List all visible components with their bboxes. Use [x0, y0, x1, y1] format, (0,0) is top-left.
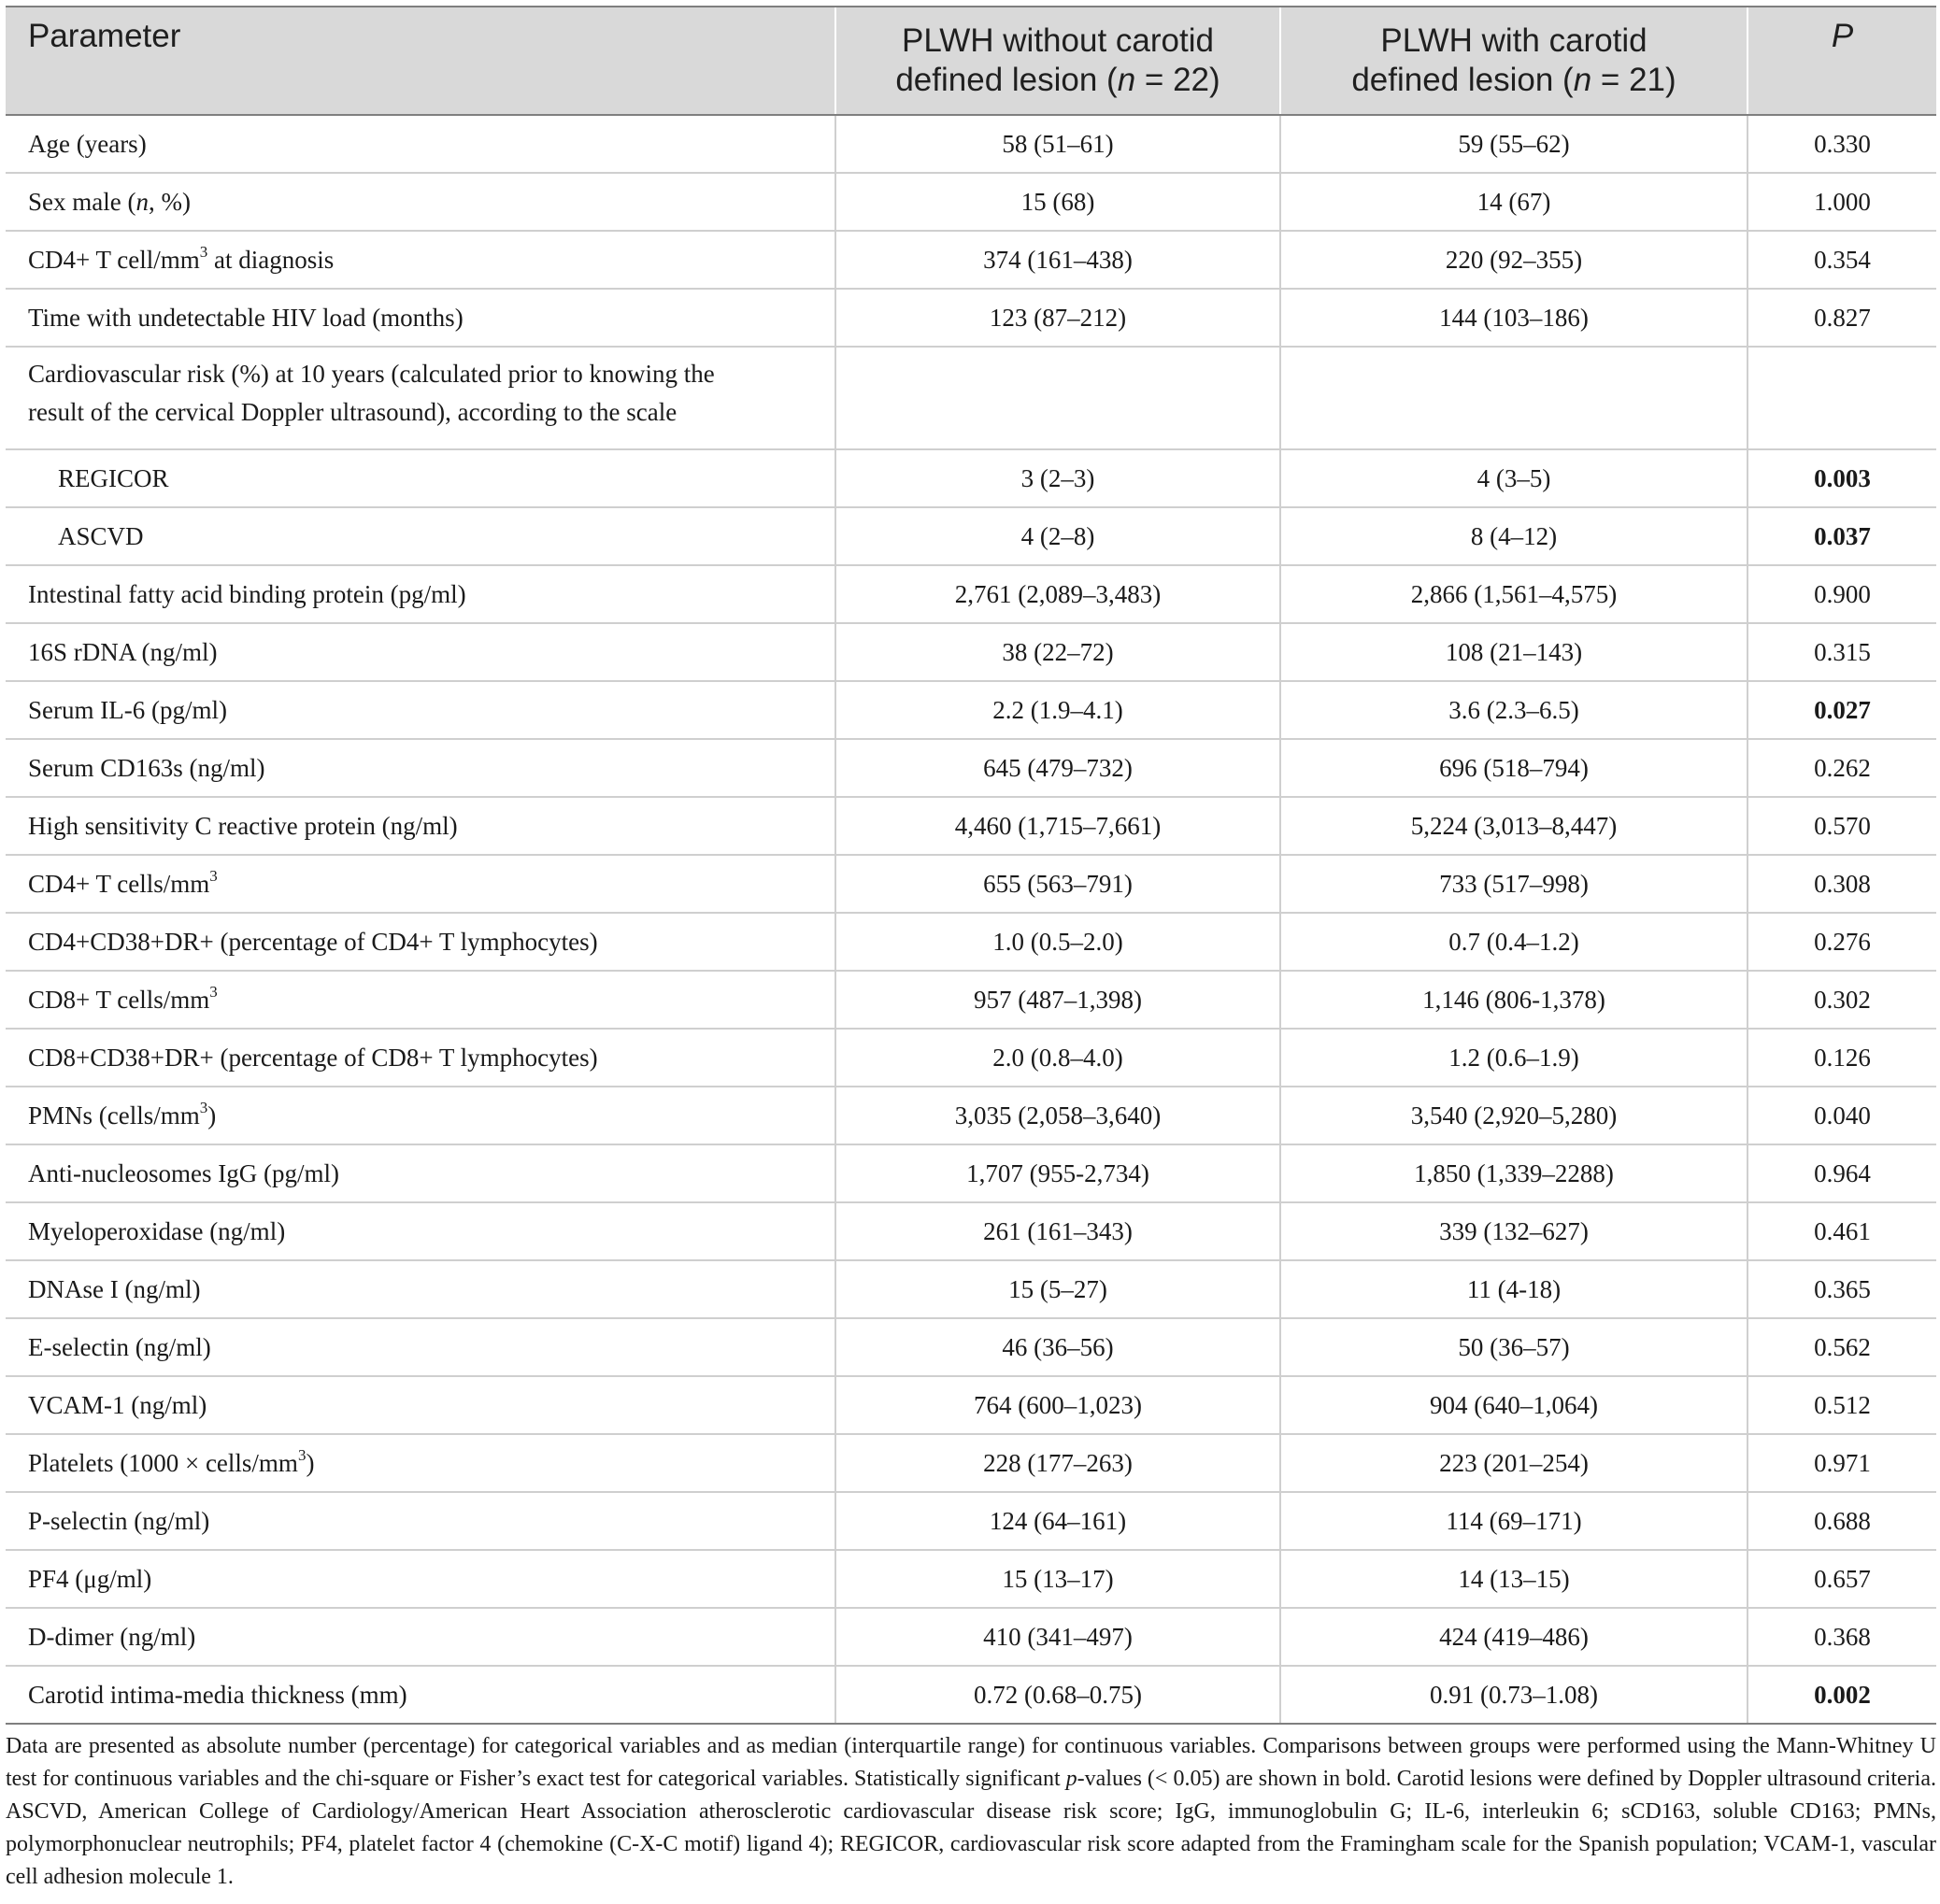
param-superscript: 3 [199, 1098, 208, 1116]
row-parameter: Serum CD163s (ng/ml) [6, 739, 835, 797]
table-row [6, 1608, 1936, 1666]
row-with-value: 424 (419–486) [1280, 1608, 1747, 1666]
row-without-value: 655 (563–791) [835, 855, 1280, 913]
header-with-lesion [1280, 7, 1747, 115]
table-row [6, 855, 1936, 913]
row-parameter: ASCVD [6, 507, 835, 565]
row-parameter [6, 855, 835, 913]
param-text-post: ) [306, 1448, 315, 1477]
row-parameter: E-selectin (ng/ml) [6, 1318, 835, 1376]
param-text: CD4+ T cells/mm [28, 869, 210, 898]
row-p-value [1747, 347, 1936, 449]
row-with-value: 59 (55–62) [1280, 115, 1747, 173]
table-row [6, 565, 1936, 623]
row-p-value: 0.827 [1747, 289, 1936, 347]
row-without-value: 2.2 (1.9–4.1) [835, 681, 1280, 739]
row-parameter: CD8+CD38+DR+ (percentage of CD8+ T lymphocytes) [6, 1029, 835, 1087]
table-row [6, 739, 1936, 797]
row-parameter: Time with undetectable HIV load (months) [6, 289, 835, 347]
row-with-value: 0.91 (0.73–1.08) [1280, 1666, 1747, 1724]
row-p-value: 0.330 [1747, 115, 1936, 173]
row-p-value: 0.512 [1747, 1376, 1936, 1434]
row-p-value: 0.964 [1747, 1144, 1936, 1202]
header-without-line2-pre: defined lesion ( [895, 62, 1118, 98]
header-with-line1: PLWH with carotid [1380, 22, 1648, 59]
row-p-value: 0.461 [1747, 1202, 1936, 1260]
table-row [6, 1087, 1936, 1144]
row-p-value: 0.657 [1747, 1550, 1936, 1608]
row-parameter: High sensitivity C reactive protein (ng/ml) [6, 797, 835, 855]
row-parameter: 16S rDNA (ng/ml) [6, 623, 835, 681]
table-row [6, 623, 1936, 681]
row-parameter: Intestinal fatty acid binding protein (pg/ml) [6, 565, 835, 623]
param-line2: result of the cervical Doppler ultrasound), according to the scale [28, 398, 678, 426]
header-without-lesion [835, 7, 1280, 115]
row-p-value: 0.354 [1747, 231, 1936, 289]
row-with-value: 114 (69–171) [1280, 1492, 1747, 1550]
row-without-value: 764 (600–1,023) [835, 1376, 1280, 1434]
param-text: PMNs (cells/mm [28, 1101, 200, 1130]
row-p-value: 0.315 [1747, 623, 1936, 681]
row-with-value: 144 (103–186) [1280, 289, 1747, 347]
row-without-value: 4,460 (1,715–7,661) [835, 797, 1280, 855]
row-p-value: 0.003 [1747, 449, 1936, 507]
table-row [6, 173, 1936, 231]
table-row [6, 1144, 1936, 1202]
row-p-value: 0.900 [1747, 565, 1936, 623]
row-without-value: 123 (87–212) [835, 289, 1280, 347]
row-p-value: 0.308 [1747, 855, 1936, 913]
table-row [6, 681, 1936, 739]
table-row [6, 1492, 1936, 1550]
row-p-value: 0.002 [1747, 1666, 1936, 1724]
row-p-value: 0.027 [1747, 681, 1936, 739]
row-with-value: 5,224 (3,013–8,447) [1280, 797, 1747, 855]
row-without-value: 645 (479–732) [835, 739, 1280, 797]
row-parameter: REGICOR [6, 449, 835, 507]
row-with-value: 11 (4-18) [1280, 1260, 1747, 1318]
table-row [6, 289, 1936, 347]
table-row [6, 507, 1936, 565]
row-without-value: 15 (68) [835, 173, 1280, 231]
row-p-value: 0.040 [1747, 1087, 1936, 1144]
row-p-value: 0.262 [1747, 739, 1936, 797]
row-with-value: 339 (132–627) [1280, 1202, 1747, 1260]
row-parameter [6, 971, 835, 1029]
row-with-value: 3.6 (2.3–6.5) [1280, 681, 1747, 739]
table-row [6, 231, 1936, 289]
row-without-value: 2.0 (0.8–4.0) [835, 1029, 1280, 1087]
row-parameter: CD4+CD38+DR+ (percentage of CD4+ T lymphocytes) [6, 913, 835, 971]
row-without-value: 0.72 (0.68–0.75) [835, 1666, 1280, 1724]
row-without-value: 2,761 (2,089–3,483) [835, 565, 1280, 623]
table-row [6, 797, 1936, 855]
row-with-value: 108 (21–143) [1280, 623, 1747, 681]
row-without-value: 15 (13–17) [835, 1550, 1280, 1608]
row-p-value: 0.037 [1747, 507, 1936, 565]
table-row [6, 1318, 1936, 1376]
param-superscript: 3 [209, 982, 218, 1001]
row-with-value: 50 (36–57) [1280, 1318, 1747, 1376]
table-row [6, 971, 1936, 1029]
param-italic: n [136, 187, 149, 216]
row-parameter [6, 1087, 835, 1144]
table-row [6, 449, 1936, 507]
header-without-n: n [1117, 62, 1136, 98]
param-text: Platelets (1000 × cells/mm [28, 1448, 298, 1477]
param-text: Sex male ( [28, 187, 136, 216]
row-without-value: 3 (2–3) [835, 449, 1280, 507]
row-without-value: 4 (2–8) [835, 507, 1280, 565]
row-parameter [6, 231, 835, 289]
row-p-value: 0.126 [1747, 1029, 1936, 1087]
row-p-value: 0.368 [1747, 1608, 1936, 1666]
param-superscript: 3 [209, 866, 218, 885]
header-p-label: P [1831, 18, 1854, 54]
row-parameter: DNAse I (ng/ml) [6, 1260, 835, 1318]
table-row [6, 1260, 1936, 1318]
footnote-part1: Data are presented as absolute number (percentage) for categorical variables and as median (interquartile range) for continuous variables. Comparisons between groups were performed using the Mann-Whitney U test for continuous variables and the chi-square or Fisher’s exact test for categorical variables. Statistically significant [6, 1734, 1936, 1791]
param-text-post: ) [207, 1101, 217, 1130]
row-without-value: 261 (161–343) [835, 1202, 1280, 1260]
table-footnote [6, 1730, 1936, 1894]
row-p-value: 0.276 [1747, 913, 1936, 971]
row-with-value: 733 (517–998) [1280, 855, 1747, 913]
param-line1: Cardiovascular risk (%) at 10 years (calculated prior to knowing the [28, 360, 715, 388]
row-parameter: PF4 (μg/ml) [6, 1550, 835, 1608]
table-row [6, 1376, 1936, 1434]
table-row [6, 1202, 1936, 1260]
row-with-value: 8 (4–12) [1280, 507, 1747, 565]
row-with-value: 2,866 (1,561–4,575) [1280, 565, 1747, 623]
row-without-value: 410 (341–497) [835, 1608, 1280, 1666]
param-superscript: 3 [199, 242, 208, 261]
results-table [6, 6, 1936, 1725]
row-parameter [6, 347, 835, 449]
header-without-line2-post: = 22) [1135, 62, 1220, 98]
row-with-value: 0.7 (0.4–1.2) [1280, 913, 1747, 971]
header-without-line1: PLWH without carotid [902, 22, 1214, 59]
table-row [6, 1666, 1936, 1724]
row-with-value: 220 (92–355) [1280, 231, 1747, 289]
row-without-value: 1,707 (955-2,734) [835, 1144, 1280, 1202]
row-p-value: 0.570 [1747, 797, 1936, 855]
row-parameter: Age (years) [6, 115, 835, 173]
row-with-value: 1,850 (1,339–2288) [1280, 1144, 1747, 1202]
row-parameter: VCAM-1 (ng/ml) [6, 1376, 835, 1434]
row-parameter [6, 1434, 835, 1492]
row-with-value: 223 (201–254) [1280, 1434, 1747, 1492]
row-parameter: Carotid intima-media thickness (mm) [6, 1666, 835, 1724]
table-row [6, 1434, 1936, 1492]
row-p-value: 1.000 [1747, 173, 1936, 231]
footnote-p-italic: p [1065, 1767, 1077, 1791]
row-without-value [835, 347, 1280, 449]
header-with-line2-post: = 21) [1591, 62, 1676, 98]
param-text: CD8+ T cells/mm [28, 985, 210, 1014]
row-with-value: 4 (3–5) [1280, 449, 1747, 507]
param-text-post: , %) [148, 187, 191, 216]
row-without-value: 124 (64–161) [835, 1492, 1280, 1550]
row-without-value: 1.0 (0.5–2.0) [835, 913, 1280, 971]
row-without-value: 957 (487–1,398) [835, 971, 1280, 1029]
table-row [6, 115, 1936, 173]
row-parameter: Myeloperoxidase (ng/ml) [6, 1202, 835, 1260]
table-row [6, 913, 1936, 971]
row-with-value: 696 (518–794) [1280, 739, 1747, 797]
row-without-value: 15 (5–27) [835, 1260, 1280, 1318]
row-with-value: 1,146 (806-1,378) [1280, 971, 1747, 1029]
header-with-line2-pre: defined lesion ( [1351, 62, 1574, 98]
row-with-value: 14 (13–15) [1280, 1550, 1747, 1608]
param-superscript: 3 [297, 1445, 307, 1464]
row-parameter [6, 173, 835, 231]
row-p-value: 0.365 [1747, 1260, 1936, 1318]
row-without-value: 38 (22–72) [835, 623, 1280, 681]
table-row [6, 1550, 1936, 1608]
row-parameter: P-selectin (ng/ml) [6, 1492, 835, 1550]
row-without-value: 46 (36–56) [835, 1318, 1280, 1376]
row-without-value: 3,035 (2,058–3,640) [835, 1087, 1280, 1144]
row-parameter: D-dimer (ng/ml) [6, 1608, 835, 1666]
table-header-row [6, 7, 1936, 115]
header-p-value [1747, 7, 1936, 115]
row-with-value: 904 (640–1,064) [1280, 1376, 1747, 1434]
table-row [6, 1029, 1936, 1087]
row-without-value: 58 (51–61) [835, 115, 1280, 173]
table-row-group-header [6, 347, 1936, 449]
row-with-value [1280, 347, 1747, 449]
param-text: CD4+ T cell/mm [28, 245, 200, 274]
row-parameter: Serum IL-6 (pg/ml) [6, 681, 835, 739]
row-with-value: 3,540 (2,920–5,280) [1280, 1087, 1747, 1144]
footnote-part2: -values (< 0.05) are shown in bold. Carotid lesions were defined by Doppler ultrasound criteria. ASCVD, American College of Cardiology/American Heart Association atherosclerotic cardiovascular disease risk score; IgG, immunoglobulin G; IL-6, interleukin 6; sCD163, soluble CD163; PMNs, polymorphonuclear neutrophils; PF4, platelet factor 4 (chemokine (C-X-C motif) ligand 4); REGICOR, cardiovascular risk score adapted from the Framingham scale for the Spanish population; VCAM-1, vascular cell adhesion molecule 1. [6, 1767, 1936, 1889]
row-without-value: 228 (177–263) [835, 1434, 1280, 1492]
row-with-value: 14 (67) [1280, 173, 1747, 231]
row-p-value: 0.971 [1747, 1434, 1936, 1492]
row-with-value: 1.2 (0.6–1.9) [1280, 1029, 1747, 1087]
param-text-post: at diagnosis [207, 245, 335, 274]
row-p-value: 0.302 [1747, 971, 1936, 1029]
row-without-value: 374 (161–438) [835, 231, 1280, 289]
header-with-n: n [1573, 62, 1592, 98]
row-parameter: Anti-nucleosomes IgG (pg/ml) [6, 1144, 835, 1202]
row-p-value: 0.562 [1747, 1318, 1936, 1376]
header-parameter: Parameter [6, 7, 835, 115]
row-p-value: 0.688 [1747, 1492, 1936, 1550]
data-table-container [6, 6, 1936, 1725]
